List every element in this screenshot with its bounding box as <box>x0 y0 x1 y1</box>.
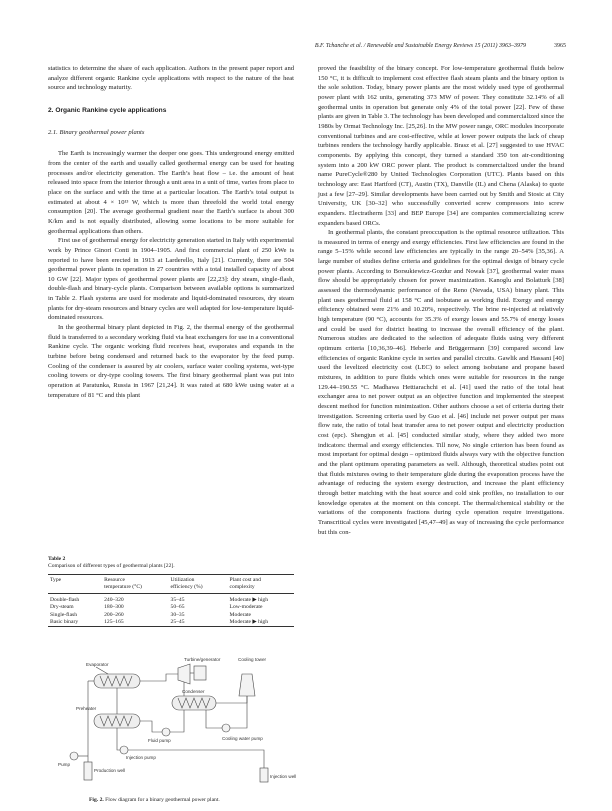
figure-label: Fig. 2. <box>89 797 104 803</box>
right-column <box>318 64 564 537</box>
production-well-label: Production well <box>94 768 126 773</box>
subsection-heading: 2.1. Binary geothermal power plants <box>48 128 145 136</box>
injection-well <box>260 768 296 782</box>
evaporator <box>86 662 140 688</box>
comparison-table <box>48 574 294 628</box>
page-number: 3965 <box>554 43 566 49</box>
injection-pump <box>117 728 264 768</box>
table-2 <box>48 556 294 627</box>
section-heading: 2. Organic Rankine cycle applications <box>48 106 167 114</box>
fluid-pump-label: Fluid pump <box>148 738 171 743</box>
table-header-row <box>48 574 294 594</box>
table-cell: Low-moderate <box>229 604 263 611</box>
header-cell: Type <box>50 576 62 583</box>
left-column <box>48 64 294 400</box>
injection-well-label: Injection well <box>270 774 297 779</box>
paragraph: proved the feasibility of the binary concept. For low-temperature geothermal fluids below 150 °C, it is difficult to implement cost effective flash steam plants and the binary option is the sole solution. Today, binary power plants are the most widely used type of geothermal power plant with 162 units, generating 373 MW of power. They constitute 32.14% of all geothermal units in operation but generate only 4% of the total power [22]. Few of these plants are given in Table 3. The technology has been developed and commercialized since the 1980s by Ormat Technology Inc. [25,26]. In the MW power range, ORC modules incorporate conventional turbines and are cost-effective, while at lower power outputs the lack of cheap turbines renders the technology hardly applicable. Brasz et al. [27] suggested to use HVAC components. By applying this concept, they turned a standard 350 ton air-conditioning system into a 200 kW ORC power plant. The product is commercialized under the brand name PureCycle®280 by United Technologies Corporation (UTC). Plants based on this technology are: East Hartford (CT), Austin (TX), Danville (IL) and Chena (Alaska) to quote just a few [27–29]. Similar developments have been carried out by Smith and Stosic at City University, UK [30–32] who successfully converted screw compressors into screw expanders. Electratherm [33] and BEP Europe [34] are companies commercializing screw expanders based ORCs. <box>318 65 564 227</box>
condenser <box>172 689 216 710</box>
pump-label: Pump <box>58 762 71 767</box>
table-cell: Dry-steam <box>50 604 74 611</box>
running-header <box>48 43 566 53</box>
figure-caption <box>89 797 220 803</box>
header-cell: Utilization efficiency (%) <box>170 576 203 590</box>
fluid-pump <box>140 710 184 743</box>
figure-caption-text: Flow diagram for a binary geothermal power plant. <box>105 797 220 803</box>
cooling-tower <box>238 657 267 696</box>
table-cell: 50–65 <box>170 604 185 611</box>
table-cell: 30–35 <box>170 611 185 618</box>
table-cell: 125–165 <box>104 619 124 626</box>
intro-paragraph-tail: statistics to determine the share of each application. Authors in the present paper report and analyze different organic Rankine cycle applications with respect to the nature of the heat source and technology maturity. <box>48 65 294 92</box>
table-cell: 25–45 <box>170 619 185 626</box>
table-row <box>48 594 294 605</box>
table-cell: Double-flash <box>50 597 80 604</box>
condenser-label: Condenser <box>182 689 205 694</box>
table-cell: Moderate ▶ high <box>229 619 269 626</box>
table-cell: 240–320 <box>104 597 124 604</box>
paragraph: The Earth is increasingly warmer the deeper one goes. This underground energy emitted from the center of the earth and usually called geothermal energy can be used for heating processes and/or electricity generation. The Earth’s heat flow – i.e. the amount of heat released into space from the interior through a unit area in a unit of time, varies from place to place on the surface and with the time at a particular location. The Earth’s total output is estimated at about 4 × 10¹³ W, which is more than threefold the world total energy consumption [20]. The average geothermal gradient near the Earth’s surface is about 300 K/km and is not equally distributed, allowing some locations to be more suitable for geothermal applications than others. <box>48 150 294 235</box>
turbine-generator <box>178 657 221 684</box>
table-cell: Single-flash <box>50 611 78 618</box>
table-cell: Moderate <box>229 611 251 618</box>
header-cell: Resource temperature (°C) <box>104 576 142 590</box>
table-cell: 180–300 <box>104 604 124 611</box>
cooling-water-pump-label: Cooling water pump <box>222 736 263 741</box>
paragraph: In geothermal plants, the constant preoccupation is the optimal resource utilization. This is measured in terms of energy and exergy efficiencies. First law efficiencies are found in the range 5–15% while second law efficiencies are typically in the range 20–54% [35,36]. A large number of studies define criteria and guidelines for the optimal design of binary cycle power plants. According to Borsukiewicz-Gozdur and Nowak [37], geothermal water mass flow should be appropriately chosen for power maximization. Kanoglu and Bolatturk [38] assessed the thermodynamic performance of the Reno (Nevada, USA) binary plant. This plant uses geothermal fluid at 158 °C and isobutane as working fluid. Exergy and energy efficiency obtained were 21% and 10.20%, respectively. The brine re-injected at relatively high temperature (90 °C), accounts for 35.3% of exergy losses and 55.7% of energy losses and could be used for district heating to increase the overall efficiency of the plant. Numerous studies are dedicated to the selection of adequate fluids using very different optimum criteria [10,36,39–46]. Heberle and Brüggermann [39] compared second law efficiencies of organic Rankine cycle in series and parallel circuits. Gawlik and Hassani [40] used the levelized electricity cost (LEC) to select among isobutane and propane based mixtures, in addition to pure fluids which ones were suitable for resources in the range 129.44–190.55 °C. Madhawa Hettiarachchi et al. [41] used the ratio of the total heat exchanger area to net power output as an objective function and implemented the steepest descent method for function minimization. Other authors choose a set of criteria during their investigation. Screening criteria used by Guo et al. [46] include net power output per mass flow rate, the ratio of total heat transfer area to net power output and electricity production cost (epc). Shengjun et al. [45] conducted similar study, where they added two more indicators: thermal and exergy efficiencies. Till now, No single criterion has been found as most important for optimal design – optimized fluids always vary with the objective function and the plant optimum operating parameters as well. Although, theoretical studies point out that fluids mixtures owing to their temperature glide during the evaporation process have the advantage of reducing the system exergy destruction, and increase the plant efficiency through better matching with the heat source and cold sink profiles, no installation to our knowledge operates at the moment on this concept. The thermal/chemical stability or the variations of the components fractions during cycle operation require investigations. Transcritical cycles were investigated [45,47–49] as way of increasing the cycle performance but this con- <box>318 229 564 536</box>
evaporator-label: Evaporator <box>86 662 109 667</box>
preheater <box>76 706 140 728</box>
injection-pump-label: Injection pump <box>126 755 156 760</box>
table-row <box>48 612 294 619</box>
table-cell: Moderate ▶ high <box>229 597 269 604</box>
cooling-tower-label: Cooling tower <box>238 657 267 662</box>
preheater-label: Preheater <box>76 706 97 711</box>
production-well <box>58 681 125 780</box>
table-cell: 200–260 <box>104 611 124 618</box>
paragraph: In the geothermal binary plant depicted in Fig. 2, the thermal energy of the geothermal fluid is transferred to a secondary working fluid via heat exchangers for use in a conventional Rankine cycle. The organic working fluid receives heat, evaporates and expands in the turbine before being condensed and returned back to the evaporator by the feed pump. Cooling of the condenser is assured by air coolers, surface water cooling systems, wet-type cooling towers or dry-type cooling towers. The first binary geothermal plant was put into operation at Paratunka, Russia in 1967 [21,24]. It was rated at 680 kWe using water at a temperature of 81 °C and this plant <box>48 324 294 399</box>
table-caption: Comparison of different types of geothermal plants [22]. <box>48 563 175 570</box>
table-cell: Basic binary <box>50 619 79 626</box>
table-label: Table 2 <box>48 556 66 562</box>
table-cell: 35–45 <box>170 597 185 604</box>
table-row <box>48 604 294 611</box>
table-row <box>48 619 294 627</box>
binary-plant-flow-diagram <box>56 656 297 784</box>
paragraph: First use of geothermal energy for electricity generation started in Italy with experimental work by Prince Ginori Conti in 1904–1905. And first commercial plant of 250 kWe is reported to have been erected in 1913 at Larderello, Italy [21]. Currently, there are 504 geothermal power plants in operation in 27 countries with a total installed capacity of about 10 GW [22]. Major types of geothermal power plants are [22,23]: dry steam, single-flash, double-flash and binary-cycle plants. Comparison between available options is summarized in Table 2. Flash systems are used for moderate and liquid-dominated resources, dry steam plants for dry-steam resources and binary cycles are well adapted for low-temperature liquid-dominated resources. <box>48 237 294 322</box>
journal-citation: B.F. Tchanche et al. / Renewable and Sustainable Energy Reviews 15 (2011) 3963–3979 <box>314 43 526 49</box>
header-cell: Plant cost and complexity <box>229 576 261 590</box>
turbine-label: Turbine/generator <box>184 657 221 662</box>
